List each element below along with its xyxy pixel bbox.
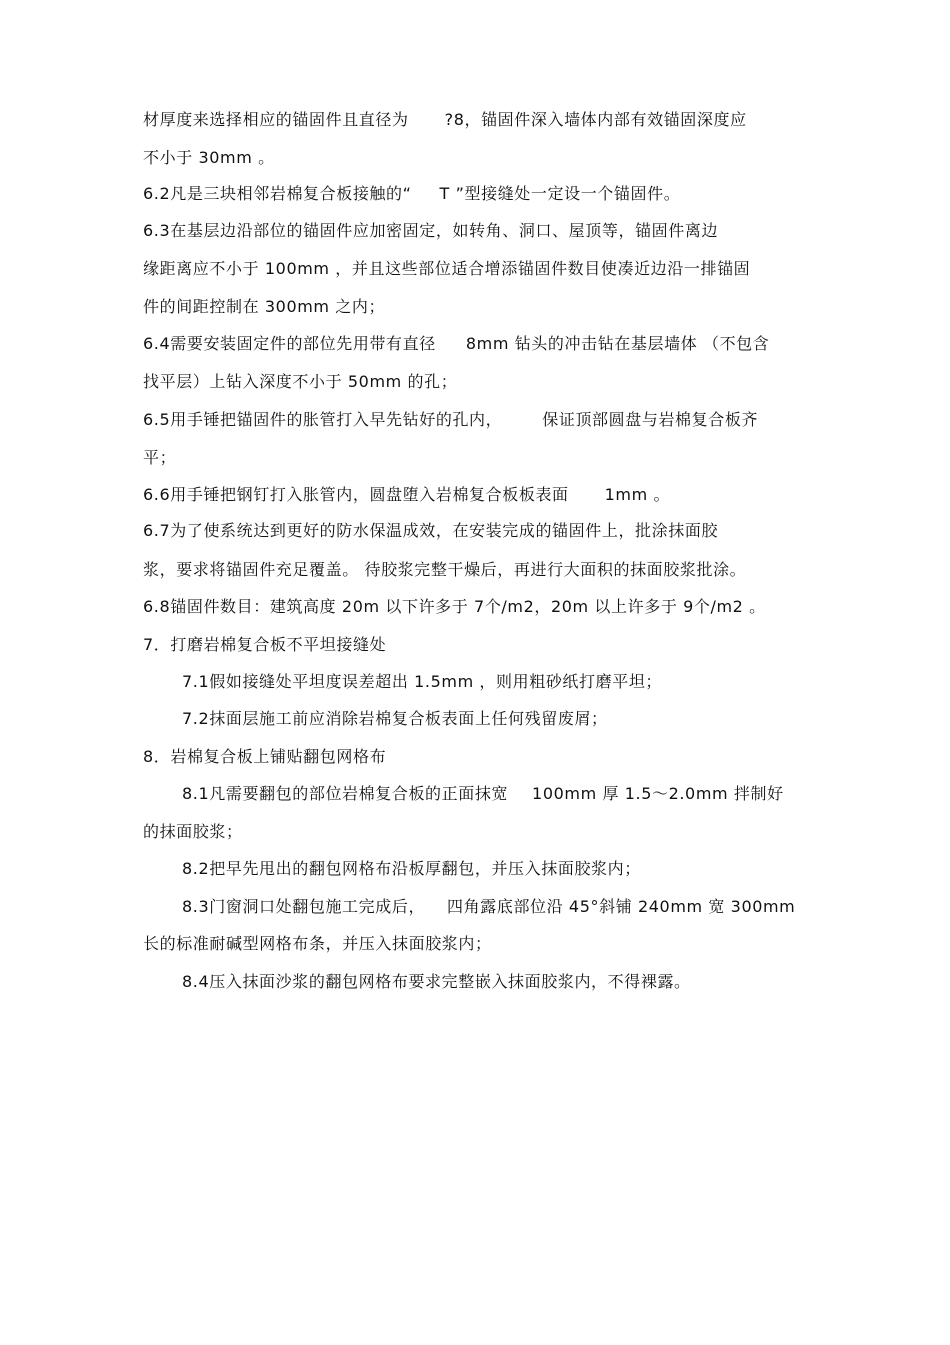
text-line: [143, 259, 750, 279]
text-segment: 1mm 。: [604, 485, 671, 504]
text-line: [182, 897, 795, 917]
text-segment: 8mm 钻头的冲击钻在基层墙体 （不包含: [465, 334, 770, 353]
text-segment: 8.4压入抹面沙浆的翻包网格布要求完整嵌入抹面胶浆内，不得裸露。: [182, 972, 691, 991]
text-segment: 6.2凡是三块相邻岩棉复合板接触的“: [143, 184, 412, 203]
text-segment: 8.1凡需要翻包的部位岩棉复合板的正面抹宽: [182, 784, 509, 803]
text-segment: 7.1假如接缝处平坦度误差超出 1.5mm ，则用粗砂纸打磨平坦；: [182, 672, 663, 691]
text-line: [143, 297, 385, 317]
text-line: [143, 560, 746, 580]
text-segment: 四角露底部位沿 45°斜铺 240mm 宽 300mm: [447, 897, 796, 916]
text-segment: ?8，锚固件深入墙体内部有效锚固深度应: [444, 110, 747, 129]
text-line: [143, 635, 386, 655]
text-line: [182, 784, 784, 804]
text-line: [182, 859, 641, 879]
text-segment: 6.3在基层边沿部位的锚固件应加密固定，如转角、洞口、屋顶等，锚固件离边: [143, 221, 719, 240]
text-segment: T ”型接缝处一定设一个锚固件。: [439, 184, 681, 203]
text-line: [143, 521, 718, 541]
text-line: [143, 747, 386, 767]
text-segment: 找平层）上钻入深度不小于 50mm 的孔；: [143, 372, 458, 391]
text-segment: 的抹面胶浆；: [143, 822, 243, 841]
text-line: [143, 448, 176, 468]
text-line: [182, 672, 662, 692]
text-line: [143, 184, 680, 204]
text-segment: 缘距离应不小于 100mm ，并且这些部位适合增添锚固件数目使凑近边沿一排锚固: [143, 259, 751, 278]
text-segment: 8.2把早先甩出的翻包网格布沿板厚翻包，并压入抹面胶浆内；: [182, 859, 641, 878]
text-segment: 浆，要求将锚固件充足覆盖。 待胶浆完整干燥后，再进行大面积的抹面胶浆批涂。: [143, 560, 747, 579]
text-line: [143, 372, 457, 392]
text-line: [182, 972, 691, 992]
text-line: [143, 221, 718, 241]
text-segment: 件的间距控制在 300mm 之内；: [143, 297, 386, 316]
text-segment: 8．岩棉复合板上铺贴翻包网格布: [143, 747, 387, 766]
text-line: [182, 709, 608, 729]
text-segment: 材厚度来选择相应的锚固件且直径为: [143, 110, 409, 129]
text-line: [143, 334, 769, 354]
text-line: [143, 485, 670, 505]
text-line: [143, 597, 766, 617]
text-line: [143, 934, 492, 954]
text-segment: 7．打磨岩棉复合板不平坦接缝处: [143, 635, 387, 654]
text-segment: 保证顶部圆盘与岩棉复合板齐: [542, 410, 759, 429]
text-line: [143, 822, 243, 842]
text-segment: 100mm 厚 1.5～2.0mm 拌制好: [532, 784, 784, 803]
text-segment: 不小于 30mm 。: [143, 148, 275, 167]
text-segment: 6.5用手锤把锚固件的胀管打入早先钻好的孔内，: [143, 410, 503, 429]
text-segment: 平；: [143, 448, 177, 467]
text-line: [143, 110, 747, 130]
text-line: [143, 148, 275, 168]
text-segment: 7.2抹面层施工前应消除岩棉复合板表面上任何残留废屑；: [182, 709, 608, 728]
text-segment: 6.4需要安装固定件的部位先用带有直径: [143, 334, 436, 353]
text-segment: 长的标准耐碱型网格布条，并压入抹面胶浆内；: [143, 934, 492, 953]
text-segment: 8.3门窗洞口处翻包施工完成后，: [182, 897, 426, 916]
text-segment: 6.7为了使系统达到更好的防水保温成效，在安装完成的锚固件上，批涂抹面胶: [143, 521, 719, 540]
text-segment: 6.6用手锤把钢钉打入胀管内，圆盘堕入岩棉复合板板表面: [143, 485, 569, 504]
text-segment: 6.8锚固件数目：建筑高度 20m 以下许多于 7个/m2，20m 以上许多于 9个/m2 。: [143, 597, 766, 616]
text-line: [143, 410, 758, 430]
